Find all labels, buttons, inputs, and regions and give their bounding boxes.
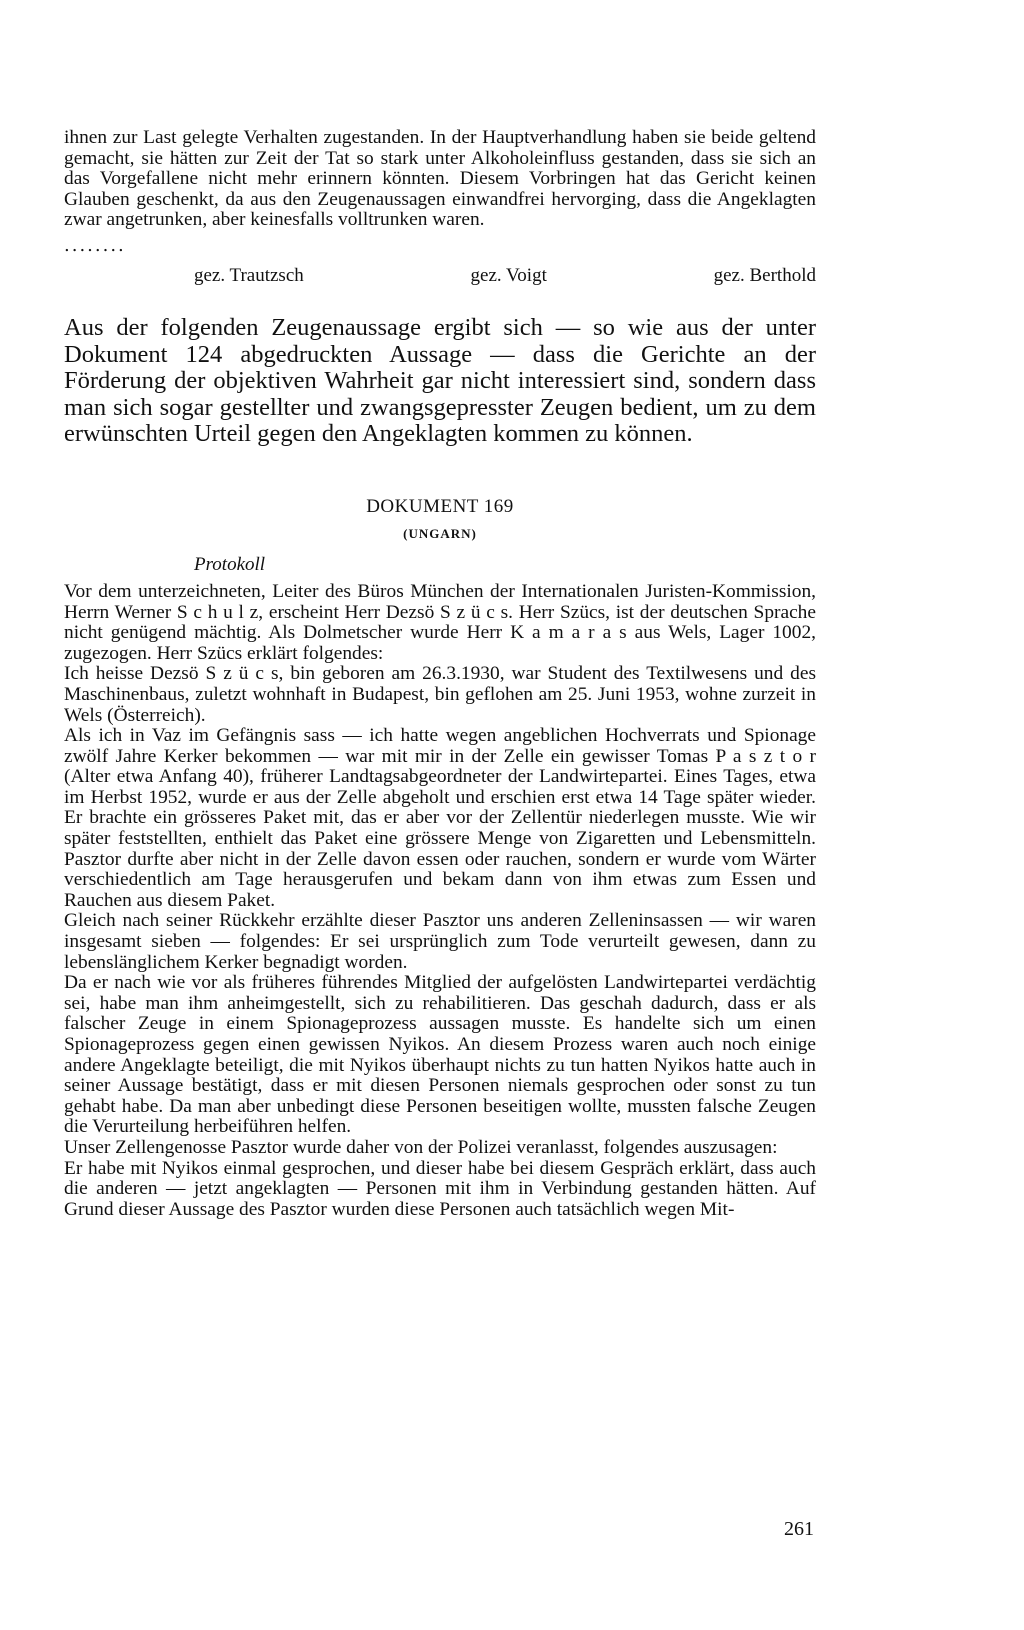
page-number: 261 xyxy=(784,1518,814,1540)
commentary-paragraph: Aus der folgenden Zeugenaussage ergibt sich — so wie aus der unter Dokument 124 abgedruckten Aussage — dass die Gerichte an der Förderung der objektiven Wahrheit gar nicht interessiert sind, sondern dass man sich sogar gestellter und zwangsgepresster Zeugen bedient, um zu dem erwünschten Urteil gegen den Angeklagten kommen zu können. xyxy=(64,313,816,448)
body-paragraph: Vor dem unterzeichneten, Leiter des Büros München der Internationalen Juristen-Kommission, Herrn Werner S c h u l z, erscheint Herr Dezsö S z ü c s. Herr Szücs, ist der deutschen Sprache nicht genügend mächtig. Als Dolmetscher wurde Herr K a m a r a s aus Wels, Lager 1002, zugezogen. Herr Szücs erklärt folgendes: xyxy=(64,580,816,664)
body-paragraph: Unser Zellengenosse Pasztor wurde daher von der Polizei veranlasst, folgendes auszusagen: xyxy=(64,1136,778,1158)
document-body xyxy=(64,582,816,1220)
document-subtitle: Protokoll xyxy=(194,553,266,575)
signature-trautzsch: gez. Trautzsch xyxy=(194,264,304,286)
signatures xyxy=(194,265,816,287)
signature-voigt: gez. Voigt xyxy=(470,264,547,286)
body-paragraph: Als ich in Vaz im Gefängnis sass — ich hatte wegen angeblichen Hochverrats und Spionage zwölf Jahre Kerker bekommen — war mit mir in der Zelle ein gewisser Tomas P a s z t o r (Alter etwa Anfang 40), früherer Landtagsabgeordneter der Landwirtepartei. Eines Tages, etwa im Herbst 1952, wurde er aus der Zelle abgeholt und erschien erst etwa 14 Tage später wieder. Er brachte ein grösseres Paket mit, das er aber vor der Zellentür niederlegen musste. Wie wir später feststellten, enthielt das Paket eine grössere Menge von Zigaretten und Lebensmitteln. Pasztor durfte aber nicht in der Zelle davon essen oder rauchen, sondern er wurde vom Wärter verschiedentlich am Tage herausgerufen und bekam dann von ihm etwas zum Essen und Rauchen aus diesem Paket. xyxy=(64,725,816,911)
document-country: (UNGARN) xyxy=(403,525,477,541)
document-title: DOKUMENT 169 xyxy=(366,495,514,517)
body-paragraph: Da er nach wie vor als früheres führendes Mitglied der aufgelösten Landwirtepartei verdächtig sei, habe man ihm anheimgestellt, sich zu rehabilitieren. Das geschah dadurch, dass er als falscher Zeuge in einem Spionageprozess aussagen musste. Es handelte sich um einen Spionageprozess gegen einen gewissen Nyikos. An diesem Prozess waren auch noch einige andere Angeklagte beteiligt, die mit Nyikos überhaupt nichts zu tun hatten Nyikos hatte auch in seiner Aussage bestätigt, dass er mit diesen Personen niemals gesprochen oder sonst zu tun gehabt habe. Da man aber unbedingt diese Personen beseitigen wollte, mussten falsche Zeugen die Verurteilung herbeiführen helfen. xyxy=(64,972,816,1138)
page-body xyxy=(64,128,816,1220)
intro-text: ihnen zur Last gelegte Verhalten zugestanden. In der Hauptverhandlung haben sie beide geltend gemacht, sie hätten zur Zeit der Tat so stark unter Alkoholeinfluss gestanden, dass sie sich an das Vorgefallene nicht mehr erinnern könnten. Diesem Vorbringen hat das Gericht keinen Glauben geschenkt, da aus den Zeugenaussagen einwandfrei hervorging, dass die Angeklagten zwar angetrunken, aber keinesfalls volltrunken waren. xyxy=(64,127,816,231)
body-paragraph: Ich heisse Dezsö S z ü c s, bin geboren am 26.3.1930, war Student des Textilwesens und des Maschinenbaus, zuletzt wohnhaft in Budapest, bin geflohen am 25. Juni 1953, wohne zurzeit in Wels (Österreich). xyxy=(64,663,816,726)
signature-berthold: gez. Berthold xyxy=(713,264,816,286)
body-paragraph: Er habe mit Nyikos einmal gesprochen, und dieser habe bei diesem Gespräch erklärt, dass auch die anderen — jetzt angeklagten — Personen mit ihm in Verbindung gestanden hätten. Auf Grund dieser Aussage des Pasztor wurden diese Personen auch tatsächlich wegen Mit- xyxy=(64,1157,816,1220)
ellipsis: ........ xyxy=(64,234,126,256)
body-paragraph: Gleich nach seiner Rückkehr erzählte dieser Pasztor uns anderen Zelleninsassen — wir waren insgesamt sieben — folgendes: Er sei ursprünglich zum Tode verurteilt gewesen, dann zu lebenslänglichem Kerker begnadigt worden. xyxy=(64,910,816,973)
intro-paragraph xyxy=(64,128,816,231)
